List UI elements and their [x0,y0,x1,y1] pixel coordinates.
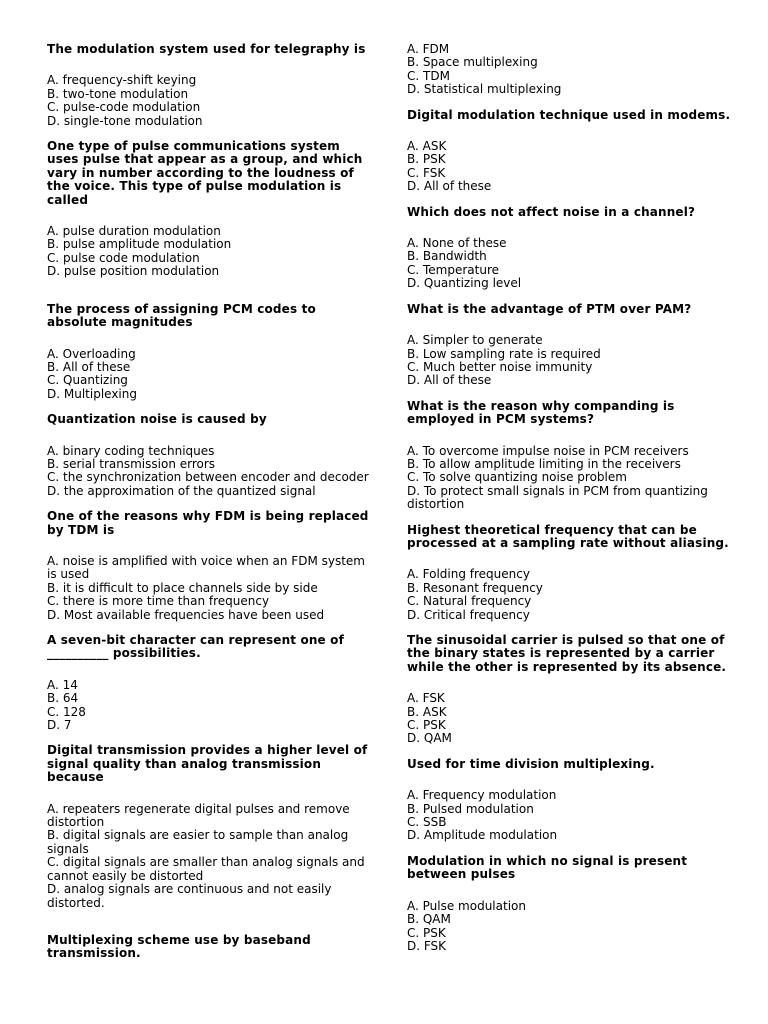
question-text: A seven-bit character can represent one of __________ possibilities. [47,633,344,661]
answer-option: D. the approximation of the quantized signal [47,483,316,498]
answer-option: B. All of these [47,359,131,374]
answer-option: D. analog signals are continuous and not easily distorted. [47,882,332,910]
question-text: What is the reason why companding is employed in PCM systems? [407,398,675,427]
answer-option: A. noise is amplified with voice when an FDM system is used [47,553,365,582]
answer-option: B. it is difficult to place channels side by side [47,580,318,595]
answer-option: C. Temperature [407,262,500,277]
answer-option: B. To allow amplitude limiting in the receivers [407,456,681,471]
question-block [407,400,732,512]
answer-option: D. Amplitude modulation [407,828,558,843]
answer-option: D. 7 [47,718,72,733]
question-block [407,634,732,746]
answer-option: A. ASK [407,139,447,154]
answer-option: C. To solve quantizing noise problem [407,470,627,485]
question-block [47,303,372,401]
question-block [47,140,372,279]
answer-option: D. FSK [407,938,447,953]
question-block [407,43,732,97]
answer-option: D. All of these [407,373,492,388]
answer-option: D. Most available frequencies have been used [47,607,325,622]
question-text: Digital modulation technique used in modems. [407,107,731,122]
answer-option: A. pulse duration modulation [47,224,221,239]
answer-option: A. 14 [47,677,78,692]
answer-option: B. two-tone modulation [47,86,189,101]
answer-option: A. Frequency modulation [407,788,557,803]
answer-option: A. FDM [407,42,450,56]
question-text: One type of pulse communications system uses pulse that appear as a group, and which vary in number according to the loudness of the voice. This type of pulse modulation is called [47,139,363,207]
answer-option: B. ASK [407,704,447,719]
answer-option: D. single-tone modulation [47,113,203,128]
answer-option: A. frequency-shift keying [47,73,197,88]
question-text: The modulation system used for telegraphy is [47,42,366,56]
answer-option: B. pulse amplitude modulation [47,237,232,252]
question-text: Modulation in which no signal is present between pulses [407,853,688,882]
answer-option: C. 128 [47,704,86,719]
question-block [407,855,732,953]
answer-option: D. Quantizing level [407,276,522,291]
answer-option: B. digital signals are easier to sample than analog signals [47,828,349,856]
answer-option: B. PSK [407,152,446,167]
answer-option: A. FSK [407,691,445,706]
question-text: The sinusoidal carrier is pulsed so that one of the binary states is represented by a carrier while the other is represented by its absence. [407,633,727,674]
answer-option: B. Low sampling rate is required [407,346,601,361]
answer-option: D. QAM [407,731,452,746]
answer-option: D. To protect small signals in PCM from quantizing distortion [407,483,708,512]
question-block [47,43,372,128]
question-text: Digital transmission provides a higher level of signal quality than analog transmission because [47,743,368,785]
question-text: Which does not affect noise in a channel? [407,204,696,219]
answer-option: D. Multiplexing [47,386,137,401]
answer-option: A. Simpler to generate [407,333,543,348]
answer-option: B. Resonant frequency [407,580,543,595]
question-text: Multiplexing scheme use by baseband transmission. [47,932,311,961]
answer-option: C. there is more time than frequency [47,594,270,609]
answer-option: C. FSK [407,165,446,180]
question-block [407,524,732,622]
answer-option: B. Space multiplexing [407,55,538,70]
answer-option: A. Overloading [47,346,136,361]
answer-option: D. Statistical multiplexing [407,82,562,97]
answer-option: C. the synchronization between encoder and decoder [47,470,369,485]
answer-option: A. binary coding techniques [47,443,215,458]
question-text: One of the reasons why FDM is being replaced by TDM is [47,509,369,537]
answer-option: A. Folding frequency [407,567,530,582]
question-text: Used for time division multiplexing. [407,756,655,771]
answer-option: D. All of these [407,179,492,194]
answer-option: C. Natural frequency [407,594,532,609]
question-block [47,510,372,622]
question-text: What is the advantage of PTM over PAM? [407,301,692,316]
answer-option: C. Much better noise immunity [407,359,593,374]
answer-option: C. TDM [407,68,450,83]
answer-option: B. Bandwidth [407,249,487,264]
question-block [47,934,372,961]
answer-option: C. PSK [407,718,446,733]
answer-option: B. serial transmission errors [47,456,216,471]
answer-option: C. PSK [407,925,446,940]
answer-option: D. Critical frequency [407,607,530,622]
question-block [407,206,732,291]
answer-option: B. QAM [407,912,451,927]
question-block [407,109,732,194]
right-column [407,43,732,953]
answer-option: B. Pulsed modulation [407,801,534,816]
answer-option: C. SSB [407,815,447,830]
answer-option: A. Pulse modulation [407,898,526,913]
question-text: Quantization noise is caused by [47,412,267,427]
question-block [47,413,372,498]
question-block [47,744,372,909]
answer-option: C. Quantizing [47,373,128,388]
question-text: Highest theoretical frequency that can be processed at a sampling rate without aliasing. [407,522,729,550]
question-block [407,758,732,843]
answer-option: A. To overcome impulse noise in PCM receivers [407,443,689,458]
answer-option: B. 64 [47,691,79,706]
answer-option: C. pulse code modulation [47,250,200,265]
question-block [47,634,372,732]
answer-option: C. digital signals are smaller than analog signals and cannot easily be distorted [47,855,365,883]
question-block [407,303,732,388]
answer-option: C. pulse-code modulation [47,100,201,115]
answer-option: D. pulse position modulation [47,264,220,279]
left-column [47,43,372,961]
answer-option: A. repeaters regenerate digital pulses and remove distortion [47,801,350,830]
answer-option: A. None of these [407,236,507,251]
question-text: The process of assigning PCM codes to absolute magnitudes [47,301,316,330]
